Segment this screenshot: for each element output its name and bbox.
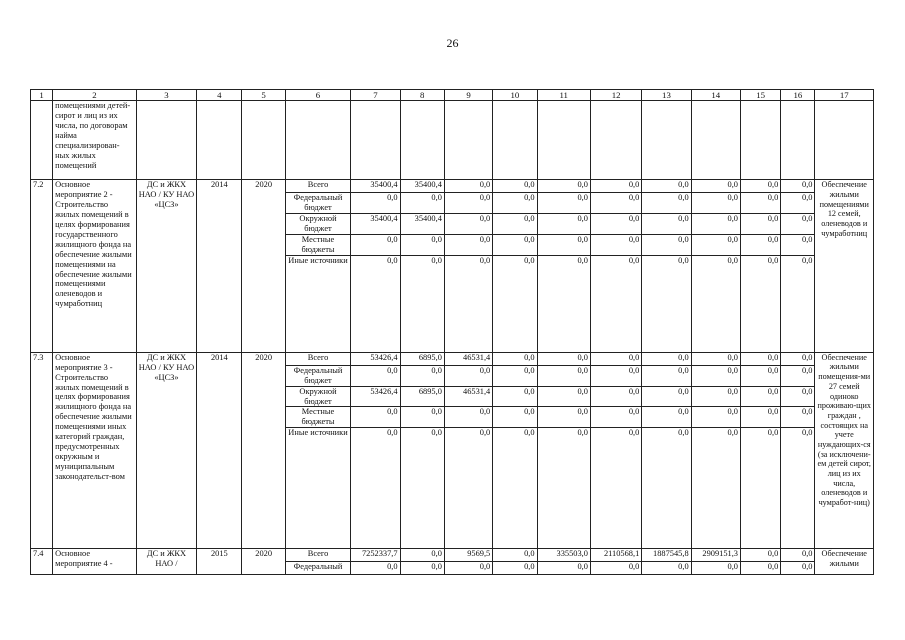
- column-number-4: 4: [197, 90, 242, 101]
- funding-value: 0,0: [444, 407, 492, 428]
- funding-value: 0,0: [781, 549, 815, 562]
- funding-source: Федеральный бюджет: [285, 365, 350, 386]
- funding-value: 0,0: [781, 235, 815, 256]
- expected-result: Обеспечение жилыми помещениями 12 семей, оленеводов и чумработниц: [815, 180, 874, 352]
- funding-value: 0,0: [590, 562, 641, 575]
- funding-value: 0,0: [691, 407, 740, 428]
- empty-cell: [242, 101, 285, 180]
- funding-value: 2909151,3: [691, 549, 740, 562]
- funding-value: 0,0: [444, 365, 492, 386]
- funding-value: 0,0: [740, 386, 780, 407]
- funding-value: 0,0: [691, 214, 740, 235]
- empty-cell: [642, 101, 691, 180]
- funding-value: 53426,4: [351, 352, 400, 365]
- funding-value: 0,0: [642, 365, 691, 386]
- funding-value: 0,0: [537, 193, 590, 214]
- funding-value: 0,0: [642, 235, 691, 256]
- empty-cell: [285, 101, 350, 180]
- funding-value: 0,0: [642, 407, 691, 428]
- funding-value: 0,0: [444, 193, 492, 214]
- funding-value: 0,0: [493, 214, 537, 235]
- funding-value: 0,0: [537, 235, 590, 256]
- funding-value: 0,0: [351, 428, 400, 549]
- funding-value: 0,0: [590, 386, 641, 407]
- funding-value: 335503,0: [537, 549, 590, 562]
- funding-value: 1887545,8: [642, 549, 691, 562]
- funding-value: 0,0: [351, 193, 400, 214]
- funding-value: 0,0: [537, 352, 590, 365]
- funding-value: 0,0: [642, 255, 691, 352]
- empty-cell: [351, 101, 400, 180]
- measure-name: Основное мероприятие 2 - Строительство жилых помещений в целях формирования государственного жилищного фонда на обеспечение жилыми помещениями на обеспечение жилыми помещениями оленеводов и чумработниц: [53, 180, 137, 352]
- funding-source: Окружной бюджет: [285, 214, 350, 235]
- funding-source: Всего: [285, 180, 350, 193]
- end-year: 2020: [242, 549, 285, 575]
- column-number-8: 8: [400, 90, 444, 101]
- funding-value: 0,0: [493, 180, 537, 193]
- measure-number: 7.2: [31, 180, 53, 352]
- column-number-5: 5: [242, 90, 285, 101]
- column-number-9: 9: [444, 90, 492, 101]
- funding-value: 0,0: [351, 562, 400, 575]
- funding-row: [31, 352, 874, 365]
- measure-executor: ДС и ЖКХ НАО /: [136, 549, 196, 575]
- funding-value: 9569,5: [444, 549, 492, 562]
- funding-value: 0,0: [493, 193, 537, 214]
- funding-value: 0,0: [781, 214, 815, 235]
- funding-value: 0,0: [691, 428, 740, 549]
- funding-value: 0,0: [493, 352, 537, 365]
- funding-value: 0,0: [740, 428, 780, 549]
- funding-value: 0,0: [590, 214, 641, 235]
- funding-value: 0,0: [400, 255, 444, 352]
- measure-number: 7.4: [31, 549, 53, 575]
- funding-value: 0,0: [691, 365, 740, 386]
- funding-source: Иные источники: [285, 255, 350, 352]
- empty-cell: [444, 101, 492, 180]
- funding-value: 0,0: [740, 255, 780, 352]
- funding-value: 0,0: [590, 352, 641, 365]
- column-number-13: 13: [642, 90, 691, 101]
- empty-cell: [781, 101, 815, 180]
- funding-value: 46531,4: [444, 352, 492, 365]
- program-table: [30, 89, 874, 575]
- funding-value: 0,0: [537, 428, 590, 549]
- funding-value: 0,0: [537, 214, 590, 235]
- funding-value: 0,0: [444, 255, 492, 352]
- funding-value: 0,0: [493, 549, 537, 562]
- column-number-14: 14: [691, 90, 740, 101]
- funding-value: 0,0: [691, 193, 740, 214]
- funding-value: 0,0: [781, 255, 815, 352]
- column-number-6: 6: [285, 90, 350, 101]
- funding-value: 0,0: [400, 407, 444, 428]
- expected-result: Обеспечение жилыми помещения-ми 27 семей одиноко проживаю-щих граждан , состоящих на учете нуждающих-ся (за исключени-ем детей сирот, лиц из их числа, оленеводов и чумработ-ниц): [815, 352, 874, 548]
- funding-value: 0,0: [781, 386, 815, 407]
- funding-value: 0,0: [781, 407, 815, 428]
- funding-value: 0,0: [351, 235, 400, 256]
- column-number-11: 11: [537, 90, 590, 101]
- funding-value: 0,0: [642, 428, 691, 549]
- empty-cell: [400, 101, 444, 180]
- funding-value: 46531,4: [444, 386, 492, 407]
- funding-value: 0,0: [740, 180, 780, 193]
- measure-name: Основное мероприятие 4 -: [53, 549, 137, 575]
- funding-value: 0,0: [691, 235, 740, 256]
- funding-value: 0,0: [740, 235, 780, 256]
- funding-value: 0,0: [740, 352, 780, 365]
- funding-value: 0,0: [781, 428, 815, 549]
- funding-value: 0,0: [493, 386, 537, 407]
- funding-value: 0,0: [781, 193, 815, 214]
- empty-cell: [691, 101, 740, 180]
- continuation-cell-num: [31, 101, 53, 180]
- funding-value: 0,0: [400, 549, 444, 562]
- funding-value: 0,0: [590, 428, 641, 549]
- measure-name: Основное мероприятие 3 - Строительство жилых помещений в целях формирования жилищного фонда на обеспечение жилыми помещениями иных категорий граждан, предусмотренных окружным и муниципальным законодательст-вом: [53, 352, 137, 548]
- funding-source: Всего: [285, 352, 350, 365]
- empty-cell: [537, 101, 590, 180]
- funding-value: 0,0: [740, 407, 780, 428]
- measure-executor: ДС и ЖКХ НАО / КУ НАО «ЦСЗ»: [136, 180, 196, 352]
- funding-source: Иные источники: [285, 428, 350, 549]
- continuation-text: помещениями детей-сирот и лиц из их числа, по договорам найма специализирован-ных жилых помещений: [53, 101, 137, 180]
- funding-value: 0,0: [351, 255, 400, 352]
- funding-value: 0,0: [590, 193, 641, 214]
- column-number-12: 12: [590, 90, 641, 101]
- funding-value: 0,0: [642, 386, 691, 407]
- funding-value: 0,0: [400, 365, 444, 386]
- funding-value: 0,0: [537, 407, 590, 428]
- funding-value: 0,0: [642, 352, 691, 365]
- funding-value: 0,0: [400, 193, 444, 214]
- start-year: 2014: [197, 352, 242, 548]
- funding-value: 0,0: [590, 407, 641, 428]
- funding-value: 0,0: [740, 562, 780, 575]
- funding-value: 0,0: [740, 214, 780, 235]
- funding-value: 0,0: [444, 562, 492, 575]
- funding-value: 0,0: [444, 180, 492, 193]
- funding-value: 0,0: [493, 365, 537, 386]
- funding-value: 0,0: [691, 562, 740, 575]
- start-year: 2014: [197, 180, 242, 352]
- funding-value: 0,0: [781, 562, 815, 575]
- column-number-1: 1: [31, 90, 53, 101]
- measure-executor: ДС и ЖКХ НАО / КУ НАО «ЦСЗ»: [136, 352, 196, 548]
- funding-value: 0,0: [691, 386, 740, 407]
- measure-number: 7.3: [31, 352, 53, 548]
- column-number-10: 10: [493, 90, 537, 101]
- funding-value: 0,0: [444, 428, 492, 549]
- funding-value: 35400,4: [400, 214, 444, 235]
- funding-value: 0,0: [740, 193, 780, 214]
- funding-value: 6895,0: [400, 386, 444, 407]
- funding-value: 0,0: [400, 562, 444, 575]
- funding-value: 2110568,1: [590, 549, 641, 562]
- funding-value: 0,0: [642, 214, 691, 235]
- funding-value: 0,0: [537, 365, 590, 386]
- funding-value: 0,0: [493, 407, 537, 428]
- funding-value: 0,0: [537, 255, 590, 352]
- funding-value: 0,0: [590, 365, 641, 386]
- column-number-row: [31, 90, 874, 101]
- funding-value: 7252337,7: [351, 549, 400, 562]
- funding-value: 0,0: [691, 180, 740, 193]
- column-number-16: 16: [781, 90, 815, 101]
- funding-source: Местные бюджеты: [285, 407, 350, 428]
- funding-value: 0,0: [537, 562, 590, 575]
- empty-cell: [740, 101, 780, 180]
- program-table-wrapper: [30, 89, 874, 640]
- funding-value: 0,0: [493, 562, 537, 575]
- funding-value: 0,0: [537, 180, 590, 193]
- funding-value: 53426,4: [351, 386, 400, 407]
- column-number-15: 15: [740, 90, 780, 101]
- funding-value: 0,0: [781, 365, 815, 386]
- funding-value: 0,0: [642, 180, 691, 193]
- end-year: 2020: [242, 352, 285, 548]
- funding-source: Федеральный: [285, 562, 350, 575]
- funding-value: 0,0: [493, 235, 537, 256]
- page-number: 26: [446, 36, 459, 50]
- funding-source: Федеральный бюджет: [285, 193, 350, 214]
- funding-source: Окружной бюджет: [285, 386, 350, 407]
- funding-value: 35400,4: [400, 180, 444, 193]
- funding-value: 0,0: [590, 235, 641, 256]
- funding-value: 35400,4: [351, 180, 400, 193]
- funding-value: 35400,4: [351, 214, 400, 235]
- empty-cell: [197, 101, 242, 180]
- empty-cell: [493, 101, 537, 180]
- funding-value: 0,0: [642, 193, 691, 214]
- funding-value: 0,0: [400, 235, 444, 256]
- column-number-2: 2: [53, 90, 137, 101]
- program-table-body: [31, 90, 874, 575]
- funding-value: 0,0: [537, 386, 590, 407]
- funding-value: 0,0: [781, 352, 815, 365]
- funding-value: 0,0: [444, 214, 492, 235]
- funding-value: 0,0: [691, 352, 740, 365]
- empty-cell: [136, 101, 196, 180]
- funding-value: 0,0: [351, 407, 400, 428]
- continuation-row: [31, 101, 874, 180]
- funding-value: 0,0: [493, 255, 537, 352]
- column-number-3: 3: [136, 90, 196, 101]
- end-year: 2020: [242, 180, 285, 352]
- funding-value: 0,0: [740, 549, 780, 562]
- funding-value: 0,0: [590, 255, 641, 352]
- column-number-17: 17: [815, 90, 874, 101]
- column-number-7: 7: [351, 90, 400, 101]
- funding-value: 0,0: [590, 180, 641, 193]
- start-year: 2015: [197, 549, 242, 575]
- funding-value: 0,0: [493, 428, 537, 549]
- funding-source: Всего: [285, 549, 350, 562]
- funding-value: 0,0: [691, 255, 740, 352]
- funding-source: Местные бюджеты: [285, 235, 350, 256]
- funding-value: 0,0: [444, 235, 492, 256]
- expected-result: Обеспечение жилыми: [815, 549, 874, 575]
- funding-value: 0,0: [642, 562, 691, 575]
- funding-value: 0,0: [400, 428, 444, 549]
- empty-cell: [590, 101, 641, 180]
- funding-row: [31, 180, 874, 193]
- funding-value: 0,0: [781, 180, 815, 193]
- funding-value: 6895,0: [400, 352, 444, 365]
- funding-row: [31, 549, 874, 562]
- funding-value: 0,0: [740, 365, 780, 386]
- funding-value: 0,0: [351, 365, 400, 386]
- empty-cell: [815, 101, 874, 180]
